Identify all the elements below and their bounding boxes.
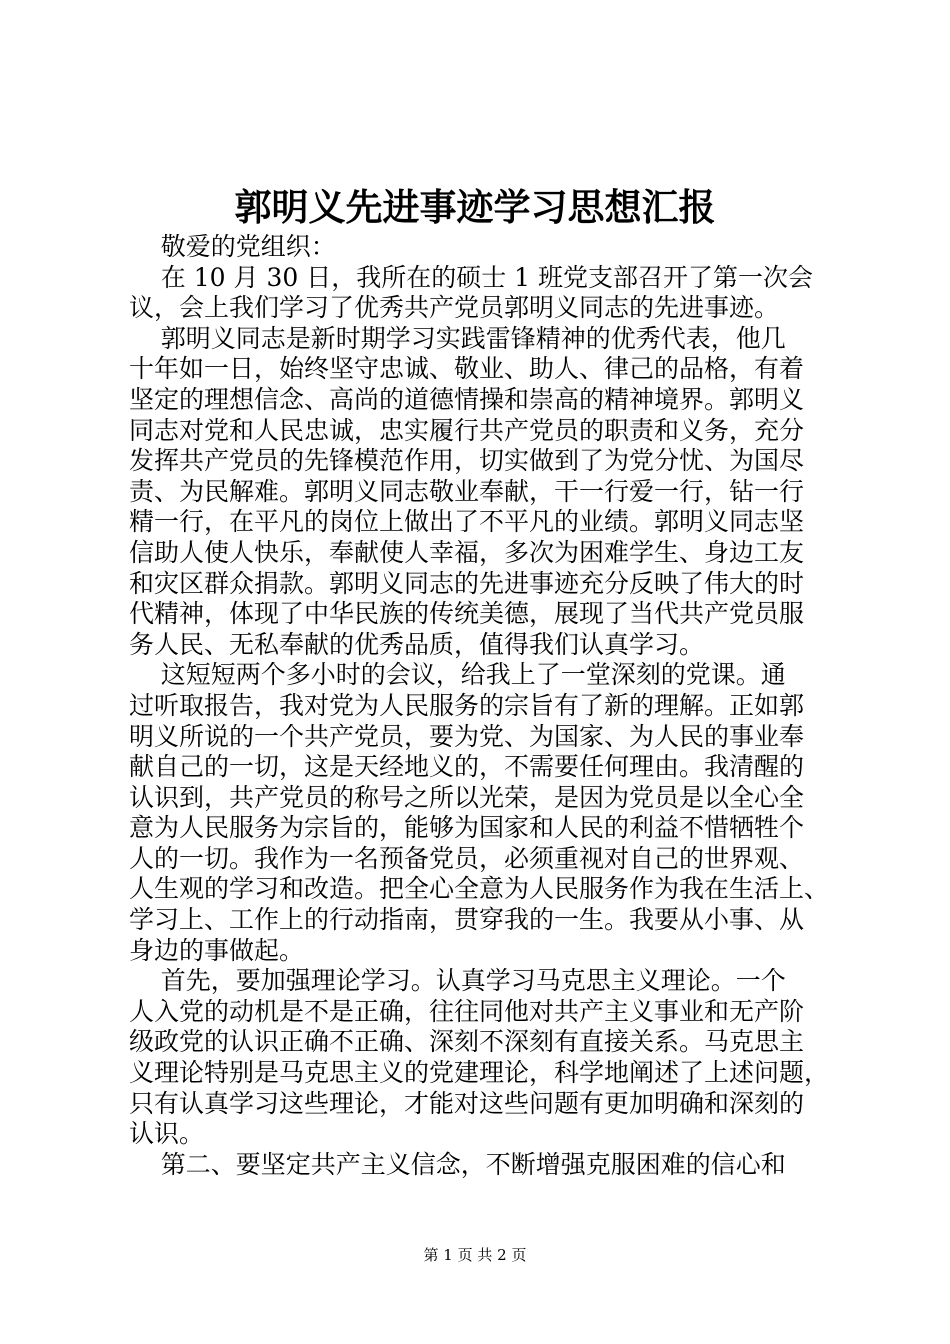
text-line: 意为人民服务为宗旨的，能够为国家和人民的利益不惜牺牲个 [129,813,805,843]
document-body [129,232,831,1180]
text-line: 首先，要加强理论学习。认真学习马克思主义理论。一个 [129,966,786,996]
text-line: 在 10 月 30 日，我所在的硕士 1 班党支部召开了第一次会 [129,262,813,292]
text-line: 认识。 [129,1119,205,1149]
text-line: 代精神，体现了中华民族的传统美德，展现了当代共产党员服 [129,599,805,629]
text-line: 明义所说的一个共产党员，要为党、为国家、为人民的事业奉 [129,721,805,751]
text-line: 坚定的理想信念、高尚的道德情操和崇高的精神境界。郭明义 [129,384,805,414]
text-line: 人生观的学习和改造。把全心全意为人民服务作为我在生活上、 [129,874,830,904]
text-line: 义理论特别是马克思主义的党建理论，科学地阐述了上述问题， [129,1058,830,1088]
text-line: 献自己的一切，这是天经地义的，不需要任何理由。我清醒的 [129,752,805,782]
text-line: 和灾区群众捐款。郭明义同志的先进事迹充分反映了伟大的时 [129,568,805,598]
document-title: 郭明义先进事迹学习思想汇报 [234,185,716,229]
text-line: 十年如一日，始终坚守忠诚、敬业、助人、律己的品格，有着 [129,354,805,384]
text-line: 责、为民解难。郭明义同志敬业奉献，干一行爱一行，钻一行 [129,476,805,506]
text-line: 人的一切。我作为一名预备党员，必须重视对自己的世界观、 [129,843,805,873]
text-line: 只有认真学习这些理论，才能对这些问题有更加明确和深刻的 [129,1088,805,1118]
text-line: 信助人使人快乐，奉献使人幸福，多次为困难学生、身边工友 [129,537,805,567]
text-line: 务人民、无私奉献的优秀品质，值得我们认真学习。 [129,629,705,659]
text-line: 精一行，在平凡的岗位上做出了不平凡的业绩。郭明义同志坚 [129,507,805,537]
text-line: 第二、要坚定共产主义信念，不断增强克服困难的信心和 [129,1149,786,1179]
text-line: 认识到，共产党员的称号之所以光荣，是因为党员是以全心全 [129,782,805,812]
page-footer: 第 1 页 共 2 页 [423,1246,527,1264]
text-line: 议，会上我们学习了优秀共产党员郭明义同志的先进事迹。 [129,293,780,323]
text-line: 身边的事做起。 [129,935,305,965]
text-line: 人入党的动机是不是正确，往往同他对共产主义事业和无产阶 [129,996,805,1026]
text-line: 学习上、工作上的行动指南，贯穿我的一生。我要从小事、从 [129,905,805,935]
text-line: 级政党的认识正确不正确、深刻不深刻有直接关系。马克思主 [129,1027,805,1057]
text-line: 这短短两个多小时的会议，给我上了一堂深刻的党课。通 [129,660,786,690]
text-line: 发挥共产党员的先锋模范作用，切实做到了为党分忧、为国尽 [129,446,805,476]
text-line: 敬爱的党组织： [129,232,336,261]
text-line: 郭明义同志是新时期学习实践雷锋精神的优秀代表，他几 [129,323,786,353]
text-line: 过听取报告，我对党为人民服务的宗旨有了新的理解。正如郭 [129,690,805,720]
text-line: 同志对党和人民忠诚，忠实履行共产党员的职责和义务，充分 [129,415,805,445]
